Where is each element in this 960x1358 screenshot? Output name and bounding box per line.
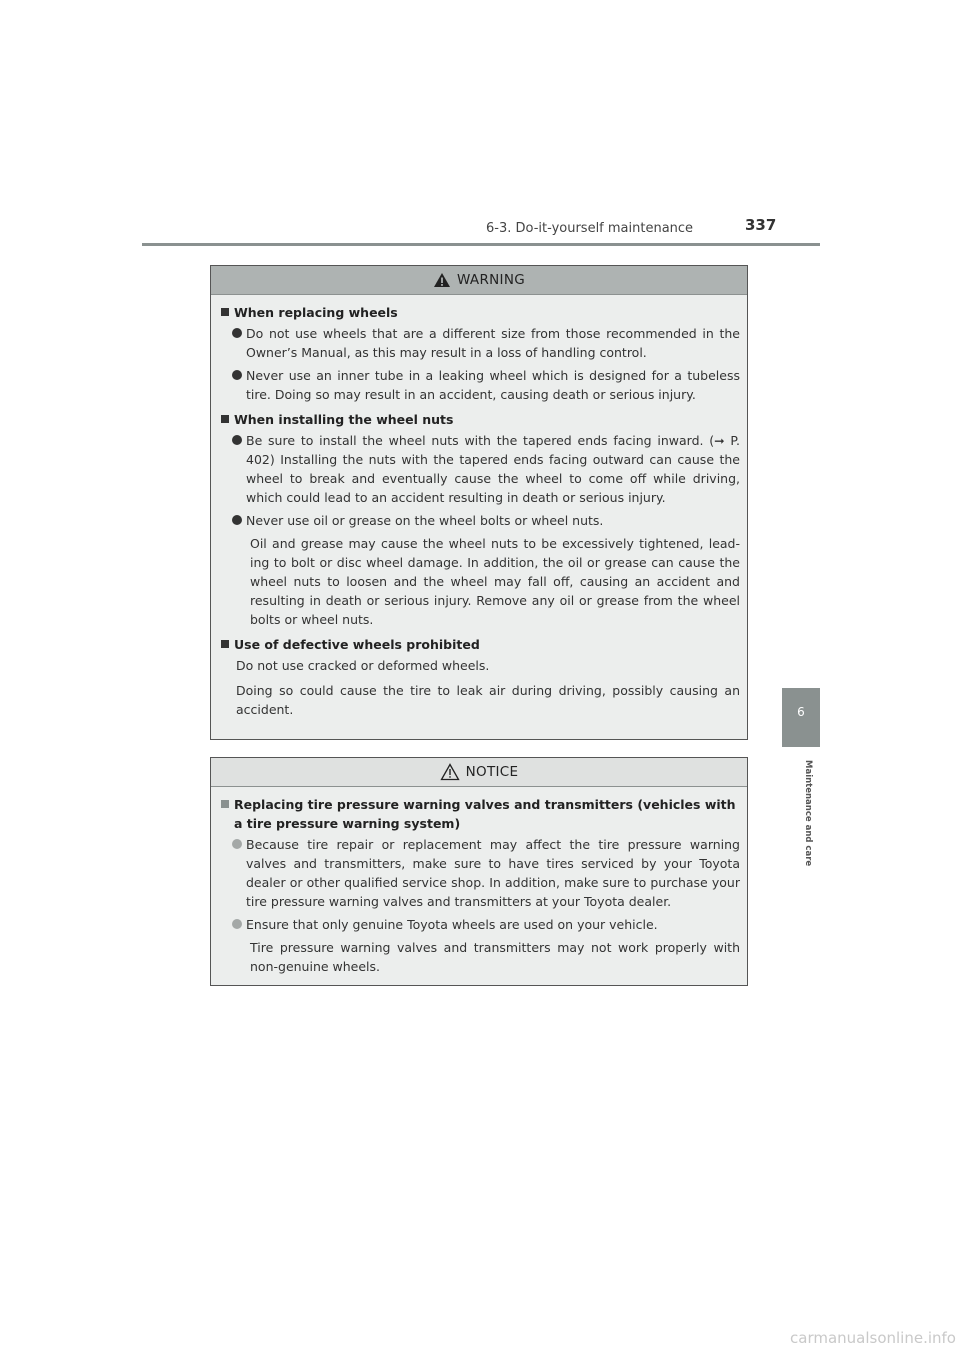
warning-section-installing-nuts xyxy=(218,410,740,629)
chapter-title-vertical: Maintenance and care xyxy=(803,760,813,867)
warning-section-replacing-wheels xyxy=(218,303,740,404)
warning-triangle-icon xyxy=(433,272,451,288)
notice-title: NOTICE xyxy=(465,764,519,780)
round-bullet-icon xyxy=(232,328,242,338)
list-item: Never use oil or grease on the wheel bolts or wheel nuts. xyxy=(218,511,740,530)
square-bullet-icon xyxy=(221,800,229,808)
section-heading: Replacing tire pressure warning valves and transmitters (vehicles with a tire pressure warning system) xyxy=(218,795,740,833)
notice-triangle-icon xyxy=(440,763,460,781)
paragraph: Doing so could cause the tire to leak air during driving, possibly causing an accident. xyxy=(236,683,740,717)
square-bullet-icon xyxy=(221,640,229,648)
list-item: Do not use wheels that are a different size from those recommended in the Owner’s Manual, as this may result in a loss of handling control. xyxy=(218,324,740,362)
notice-box xyxy=(210,757,748,986)
section-heading: When installing the wheel nuts xyxy=(218,410,740,429)
chapter-number: 6 xyxy=(797,705,805,719)
header-rule xyxy=(142,243,820,246)
paragraph: Do not use cracked or deformed wheels. xyxy=(236,658,490,673)
list-item: Never use an inner tube in a leaking wheel which is designed for a tubeless tire. Doing so may result in an accident, causing death or serious injury. xyxy=(218,366,740,404)
arrow-right-icon: ➞ xyxy=(714,433,725,448)
notice-section-tpws xyxy=(218,795,740,976)
round-bullet-icon xyxy=(232,919,242,929)
notice-body xyxy=(211,787,747,976)
list-item: Be sure to install the wheel nuts with the tapered ends facing inward. (➞ P. 402) Installing the nuts with the tapered ends facing outward can cause the wheel to break and eventually cause the wheel to come off while driving, which could lead to an accident resulting in death or serious injury. xyxy=(218,431,740,507)
notice-header xyxy=(211,758,747,787)
warning-header xyxy=(211,266,747,295)
running-header-section: 6-3. Do-it-yourself maintenance xyxy=(486,221,694,236)
item-detail: Oil and grease may cause the wheel nuts to be excessively tightened, lead-ing to bolt or disc wheel damage. In addition, the oil or grease can cause the wheel nuts to loosen and the wheel may fall off, causing an accident and resulting in death or serious injury. Remove any oil or grease from the wheel bolts or wheel nuts. xyxy=(250,536,740,627)
round-bullet-icon xyxy=(232,839,242,849)
page-number: 337 xyxy=(745,216,777,234)
chapter-tab xyxy=(782,688,820,747)
watermark: carmanualsonline.info xyxy=(790,1329,956,1347)
item-detail: Tire pressure warning valves and transmitters may not work properly with non-genuine wheels. xyxy=(250,940,740,974)
warning-section-defective-wheels xyxy=(218,635,740,719)
warning-title: WARNING xyxy=(457,272,525,288)
list-item: Because tire repair or replacement may affect the tire pressure warning valves and transmitters, make sure to have tires serviced by your Toyota dealer or other qualified service shop. In addition, make sure to purchase your tire pressure warning valves and transmitters at your Toyota dealer. xyxy=(218,835,740,911)
list-item: Ensure that only genuine Toyota wheels are used on your vehicle. xyxy=(218,915,740,934)
square-bullet-icon xyxy=(221,308,229,316)
round-bullet-icon xyxy=(232,370,242,380)
section-heading: Use of defective wheels prohibited xyxy=(218,635,740,654)
section-heading: When replacing wheels xyxy=(218,303,740,322)
round-bullet-icon xyxy=(232,515,242,525)
round-bullet-icon xyxy=(232,435,242,445)
warning-box xyxy=(210,265,748,740)
square-bullet-icon xyxy=(221,415,229,423)
warning-body xyxy=(211,295,747,719)
